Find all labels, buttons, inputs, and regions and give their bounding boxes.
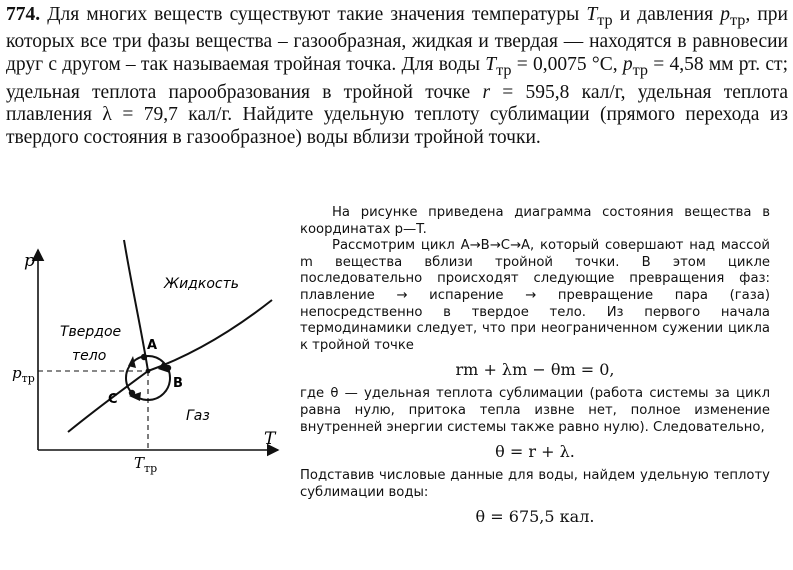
equation-energy-balance: rm + λm − θm = 0, [455, 360, 615, 380]
equation-answer: θ = 675,5 кал. [475, 507, 595, 527]
vaporization-curve [148, 300, 272, 371]
t-axis-label: T [264, 429, 276, 449]
gas-region-label: Газ [186, 408, 210, 424]
phase-diagram [12, 238, 290, 475]
point-b [165, 365, 171, 371]
label-c: C [108, 392, 118, 407]
problem-text: 774. Для многих веществ существуют такие значения температуры $T_{тр}$ и давления $p_{тр}$, при которых все три фазы вещества – газообразная, жидкая и твердая — находятся в равновесии друг с другом – так называемая тройная точка. Для воды $T_{тр} = 0,0075$ °С, $p_{тр} = 4,58$ мм рт. ст; удельная теплота парообразования в тройной точке r = 595,8 кал/г, удельная теплота плавления λ = 79,7 кал/г. Найдите удельную теплоту сублимации (прямого перехода из твердого состояния в газообразное) воды вблизи тройной точки. [6, 4, 789, 148]
problem-number: 774. [6, 4, 41, 25]
liquid-region-label: Жидкость [164, 276, 239, 292]
point-a [141, 354, 147, 360]
label-b: B [173, 376, 183, 391]
solution-para-2: Рассмотрим цикл A→B→C→A, который совершают над массой m вещества вблизи тройной точки. В этом цикле последовательно происходят следующие превращения фаз: плавление → испарение → превращение пара (газа) непосредственно в твердое тело. Из первого начала термодинамики следует, что при неограниченном сужении цикла к тройной точке [300, 238, 770, 353]
solution-para-4: Подставив числовые данные для воды, найдем удельную теплоту сублимации воды: [300, 468, 770, 500]
solution-text [300, 205, 770, 533]
label-a: A [147, 338, 158, 353]
cycle-arrow-left [128, 356, 136, 368]
triple-point [146, 369, 151, 374]
solution-para-1: На рисунке приведена диаграмма состояния вещества в координатах p—T. [300, 205, 770, 237]
point-c [129, 390, 135, 396]
p-axis-label: p [24, 251, 35, 271]
melting-curve [124, 240, 148, 371]
solution-para-3: где θ — удельная теплота сублимации (работа системы за цикл равна нулю, притока тепла извне нет, полное изменение внутренней энергии системы также равно нулю). Следовательно, [300, 386, 770, 435]
p-tr-label: $p_{тр}$ [12, 364, 35, 385]
solid-region-label-1: Твердое [60, 324, 122, 340]
equation-theta: θ = r + λ. [495, 442, 575, 462]
t-tr-label: $T_{тр}$ [134, 454, 158, 475]
solid-region-label-2: тело [72, 348, 107, 364]
